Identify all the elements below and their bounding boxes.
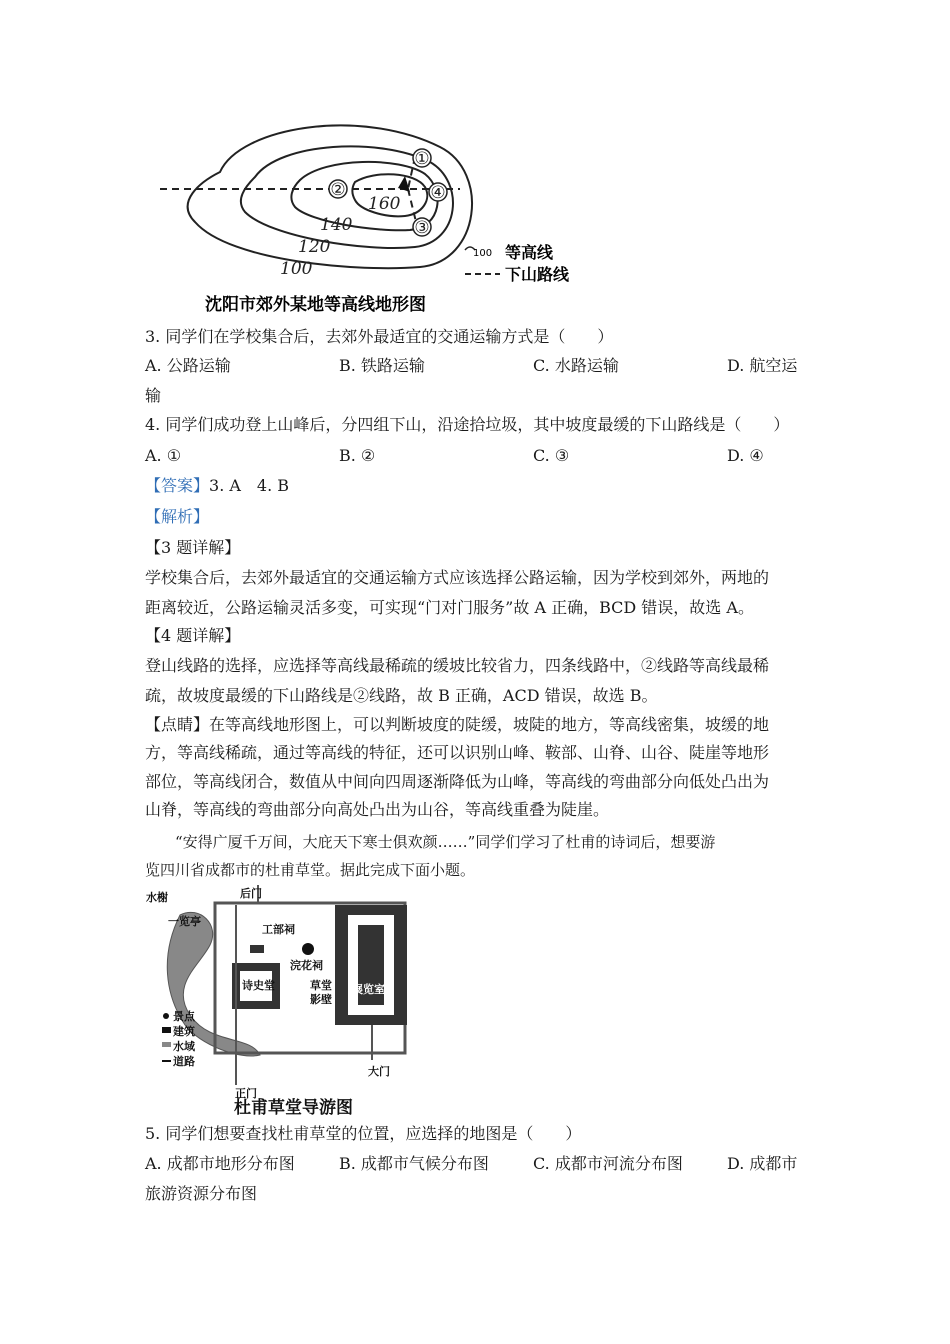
legend-shuiyu: 水域 xyxy=(173,1040,195,1053)
label-huanhuaci: 浣花祠 xyxy=(290,959,323,972)
q5-option-b: B. 成都市气候分布图 xyxy=(339,1154,489,1173)
label-shuixie: 水榭 xyxy=(146,891,168,904)
q3-option-b: B. 铁路运输 xyxy=(339,356,425,375)
label-zhengmen: 正门 xyxy=(235,1087,257,1100)
q4-option-b: B. ② xyxy=(339,446,376,465)
legend-jianzhu: 建筑 xyxy=(173,1025,195,1038)
label-houmen: 后门 xyxy=(240,887,262,900)
legend-contour-sample: 100 xyxy=(473,248,493,259)
label-damen: 大门 xyxy=(368,1065,390,1078)
label-yingbi: 影壁 xyxy=(310,993,332,1006)
contour-map xyxy=(160,112,590,322)
label-zhanlan: 展览室 xyxy=(352,983,385,996)
label-shishitang: 诗史堂 xyxy=(242,979,275,992)
tip-line4: 山脊，等高线的弯曲部分向高处凸出为山谷，等高线重叠为陡崖。 xyxy=(145,800,610,819)
q3-stem: 3. 同学们在学校集合后，去郊外最适宜的交通运输方式是（ ） xyxy=(145,327,614,346)
q4-option-d: D. ④ xyxy=(727,446,764,465)
q5-option-c: C. 成都市河流分布图 xyxy=(533,1154,683,1173)
q5-option-d-cont: 旅游资源分布图 xyxy=(145,1184,258,1203)
contour-label-100: 100 xyxy=(280,259,313,279)
dufu-map xyxy=(140,885,440,1115)
legend-jingdian: 景点 xyxy=(173,1010,195,1023)
q3-option-c: C. 水路运输 xyxy=(533,356,619,375)
q5-option-a: A. 成都市地形分布图 xyxy=(145,1154,295,1173)
q4-option-c: C. ③ xyxy=(533,446,570,465)
route-1-label: ① xyxy=(414,149,430,169)
legend-contour-label: 等高线 xyxy=(505,243,554,262)
q4-stem: 4. 同学们成功登上山峰后，分四组下山，沿途拾垃圾，其中坡度最缓的下山路线是（ ） xyxy=(145,415,790,434)
contour-label-160: 160 xyxy=(368,194,401,214)
legend-daolu: 道路 xyxy=(173,1055,195,1068)
label-yiting: 一览亭 xyxy=(168,915,201,928)
figure1-caption: 沈阳市郊外某地等高线地形图 xyxy=(205,295,426,315)
route-3-label: ③ xyxy=(414,218,430,238)
answer-tag: 【答案】 xyxy=(145,476,210,495)
tip-line2: 方，等高线稀疏，通过等高线的特征，还可以识别山峰、鞍部、山脊、山谷、陡崖等地形 xyxy=(145,743,770,762)
q5-option-d: D. 成都市 xyxy=(727,1154,798,1173)
q3-option-d: D. 航空运 xyxy=(727,356,798,375)
detail3-title: 【3 题详解】 xyxy=(145,538,241,557)
dufu-map-figure xyxy=(140,885,440,1115)
answer-text: 3. A 4. B xyxy=(209,476,290,495)
legend-route-label: 下山路线 xyxy=(505,265,570,284)
q5-stem: 5. 同学们想要查找杜甫草堂的位置，应选择的地图是（ ） xyxy=(145,1124,582,1143)
q4-option-a: A. ① xyxy=(145,446,182,465)
poem-line2: 览四川省成都市的杜甫草堂。据此完成下面小题。 xyxy=(145,861,476,879)
figure2-caption: 杜甫草堂导游图 xyxy=(234,1098,353,1115)
contour-label-140: 140 xyxy=(320,215,353,235)
detail4-line1: 登山线路的选择，应选择等高线最稀疏的缓坡比较省力，四条线路中，②线路等高线最稀 xyxy=(145,656,770,675)
tip-line1: 【点睛】在等高线地形图上，可以判断坡度的陡缓，坡陡的地方，等高线密集，坡缓的地 xyxy=(145,715,770,734)
q3-option-d-cont: 输 xyxy=(145,386,162,405)
detail4-line2: 疏，故坡度最缓的下山路线是②线路，故 B 正确，ACD 错误，故选 B。 xyxy=(145,686,658,705)
route-4-label: ④ xyxy=(430,183,446,203)
tip-line3: 部位，等高线闭合，数值从中间向四周逐渐降低为山峰，等高线的弯曲部分向低处凸出为 xyxy=(145,772,770,791)
analysis-tag: 【解析】 xyxy=(145,507,210,526)
answer-line xyxy=(145,474,289,498)
q3-option-a: A. 公路运输 xyxy=(145,356,231,375)
route-2-label: ② xyxy=(330,180,346,200)
label-gongbuci: 工部祠 xyxy=(262,923,295,936)
poem-line1: “安得广厦千万间，大庇天下寒士俱欢颜……”同学们学习了杜甫的诗词后，想要游 xyxy=(175,833,716,851)
detail3-line2: 距离较近，公路运输灵活多变，可实现“门对门服务”故 A 正确，BCD 错误，故选 A。 xyxy=(145,598,754,617)
detail4-title: 【4 题详解】 xyxy=(145,626,241,645)
contour-map-figure xyxy=(160,112,590,322)
contour-label-120: 120 xyxy=(298,237,331,257)
label-caotang: 草堂 xyxy=(310,979,332,992)
detail3-line1: 学校集合后，去郊外最适宜的交通运输方式应该选择公路运输，因为学校到郊外，两地的 xyxy=(145,568,770,587)
